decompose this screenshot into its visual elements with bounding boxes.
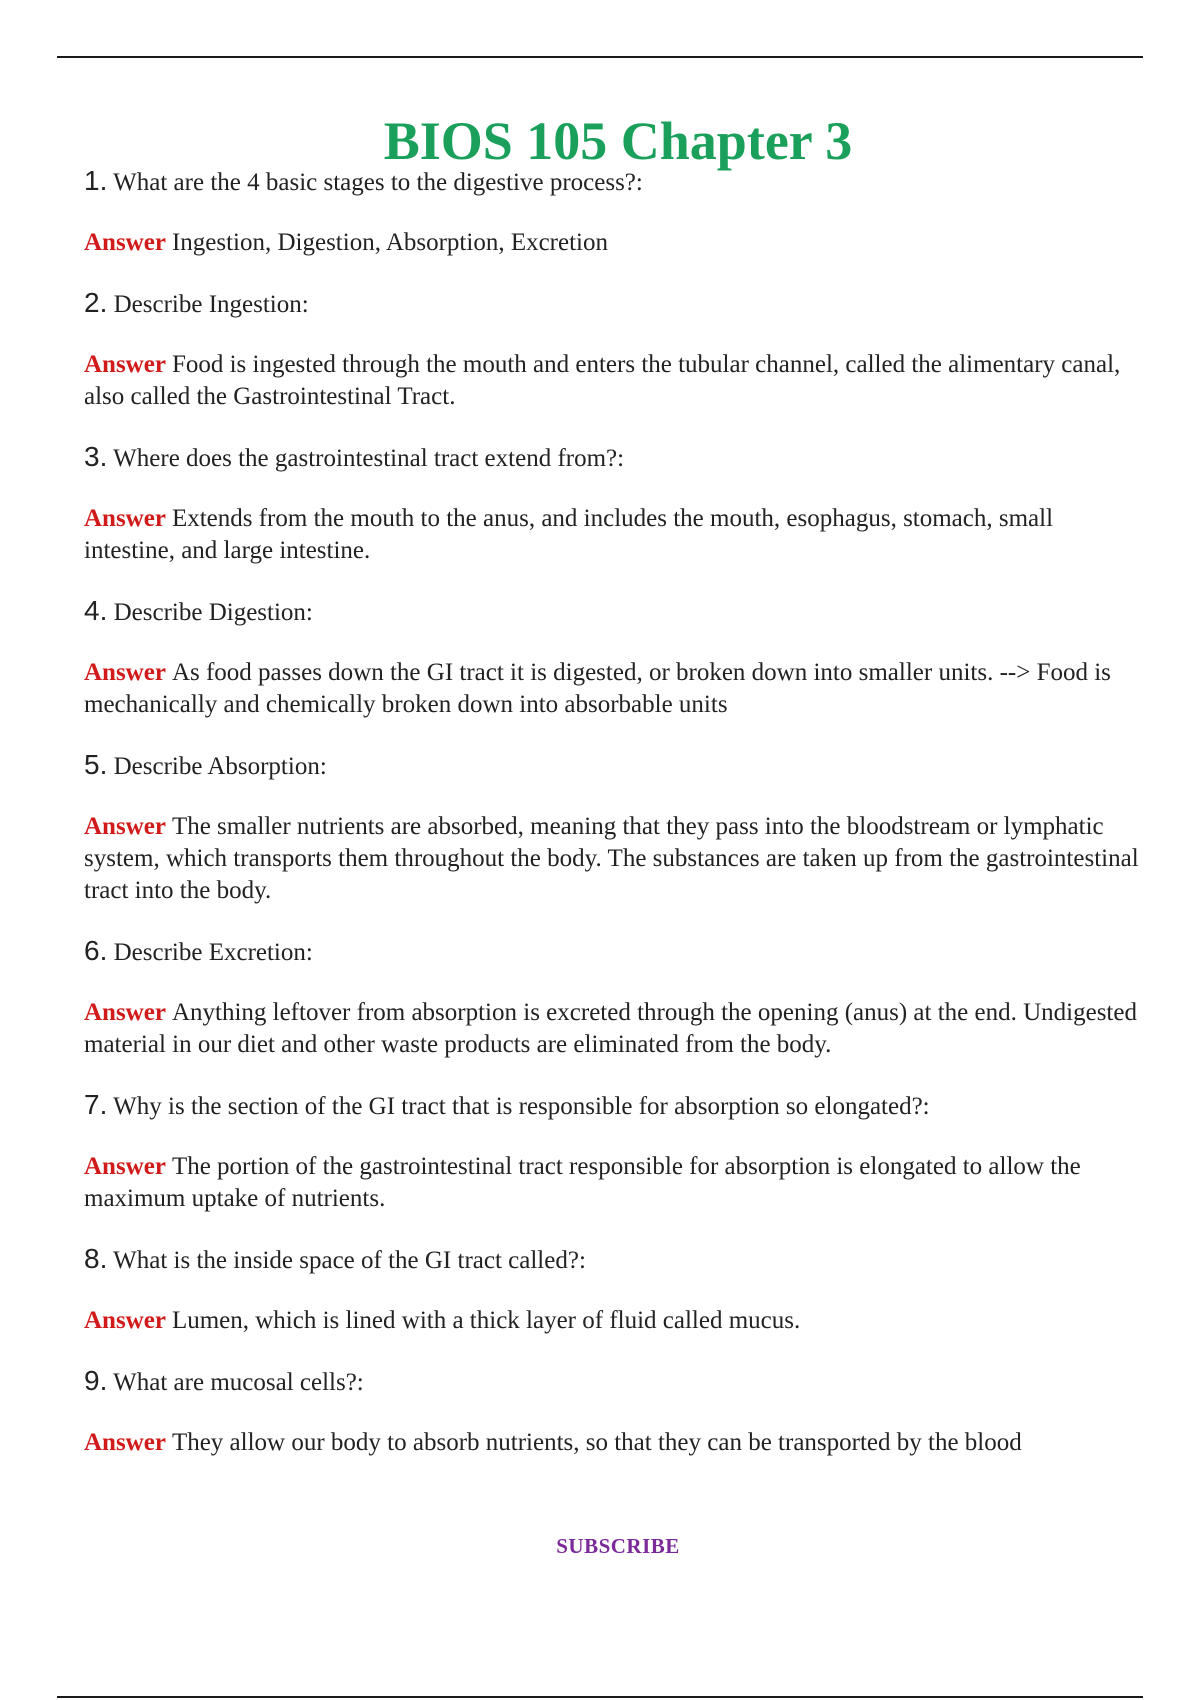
qa-list — [84, 164, 1144, 1486]
question-number: 6. — [84, 935, 108, 966]
question-text: What are the 4 basic stages to the digestive process?: — [113, 169, 643, 196]
answer-text: The smaller nutrients are absorbed, meaning that they pass into the bloodstream or lymphatic system, which transports them throughout the body. The substances are taken up from the gastrointestinal tract into the body. — [84, 813, 1139, 904]
subscribe-link[interactable]: SUBSCRIBE — [556, 1534, 680, 1558]
qa-item — [84, 440, 1144, 567]
answer-label: Answer — [84, 1307, 166, 1334]
qa-item — [84, 1364, 1144, 1459]
question — [84, 594, 1144, 630]
question-text: Where does the gastrointestinal tract extend from?: — [113, 445, 625, 472]
question-text: What are mucosal cells?: — [113, 1369, 364, 1396]
answer — [84, 1305, 1144, 1337]
question-text: Describe Ingestion: — [113, 291, 309, 318]
answer-label: Answer — [84, 999, 166, 1026]
question — [84, 1242, 1144, 1278]
qa-item — [84, 1242, 1144, 1337]
answer — [84, 503, 1144, 567]
question — [84, 1364, 1144, 1400]
question — [84, 286, 1144, 322]
question-number: 9. — [84, 1365, 108, 1396]
question-text: What is the inside space of the GI tract called?: — [113, 1247, 586, 1274]
page-title: BIOS 105 Chapter 3 — [383, 111, 853, 172]
question-number: 8. — [84, 1243, 108, 1274]
answer — [84, 1427, 1144, 1459]
answer-text: Ingestion, Digestion, Absorption, Excretion — [171, 229, 608, 256]
answer-text: The portion of the gastrointestinal tract responsible for absorption is elongated to allow the maximum uptake of nutrients. — [84, 1153, 1081, 1212]
question — [84, 440, 1144, 476]
answer-label: Answer — [84, 813, 166, 840]
bottom-divider — [57, 1696, 1143, 1698]
answer-text: Anything leftover from absorption is excreted through the opening (anus) at the end. Undigested material in our diet and other waste products are eliminated from the body. — [84, 999, 1137, 1058]
question-text: Describe Absorption: — [113, 753, 327, 780]
question-text: Describe Digestion: — [113, 599, 313, 626]
answer-text: As food passes down the GI tract it is digested, or broken down into smaller units. --> Food is mechanically and chemically broken down into absorbable units — [84, 659, 1111, 718]
question — [84, 934, 1144, 970]
question-text: Describe Excretion: — [113, 939, 313, 966]
qa-item — [84, 934, 1144, 1061]
answer-label: Answer — [84, 351, 166, 378]
question-number: 7. — [84, 1089, 108, 1120]
question — [84, 748, 1144, 784]
question-text: Why is the section of the GI tract that is responsible for absorption so elongated?: — [113, 1093, 930, 1120]
question — [84, 164, 1144, 200]
question-number: 3. — [84, 441, 108, 472]
question-number: 4. — [84, 595, 108, 626]
answer — [84, 349, 1144, 413]
qa-item — [84, 594, 1144, 721]
answer — [84, 1151, 1144, 1215]
qa-item — [84, 1088, 1144, 1215]
top-divider — [57, 56, 1143, 58]
answer-text: Lumen, which is lined with a thick layer of fluid called mucus. — [171, 1307, 801, 1334]
answer-text: Food is ingested through the mouth and enters the tubular channel, called the alimentary canal, also called the Gastrointestinal Tract. — [84, 351, 1121, 410]
answer-text: Extends from the mouth to the anus, and includes the mouth, esophagus, stomach, small intestine, and large intestine. — [84, 505, 1054, 564]
answer — [84, 657, 1144, 721]
question-number: 2. — [84, 287, 108, 318]
qa-item — [84, 164, 1144, 259]
answer — [84, 811, 1144, 907]
answer-text: They allow our body to absorb nutrients, so that they can be transported by the blood — [171, 1429, 1022, 1456]
question-number: 1. — [84, 165, 108, 196]
answer-label: Answer — [84, 229, 166, 256]
answer-label: Answer — [84, 1429, 166, 1456]
answer-label: Answer — [84, 659, 166, 686]
answer-label: Answer — [84, 1153, 166, 1180]
qa-item — [84, 286, 1144, 413]
question-number: 5. — [84, 749, 108, 780]
answer — [84, 227, 1144, 259]
answer-label: Answer — [84, 505, 166, 532]
qa-item — [84, 748, 1144, 907]
answer — [84, 997, 1144, 1061]
question — [84, 1088, 1144, 1124]
